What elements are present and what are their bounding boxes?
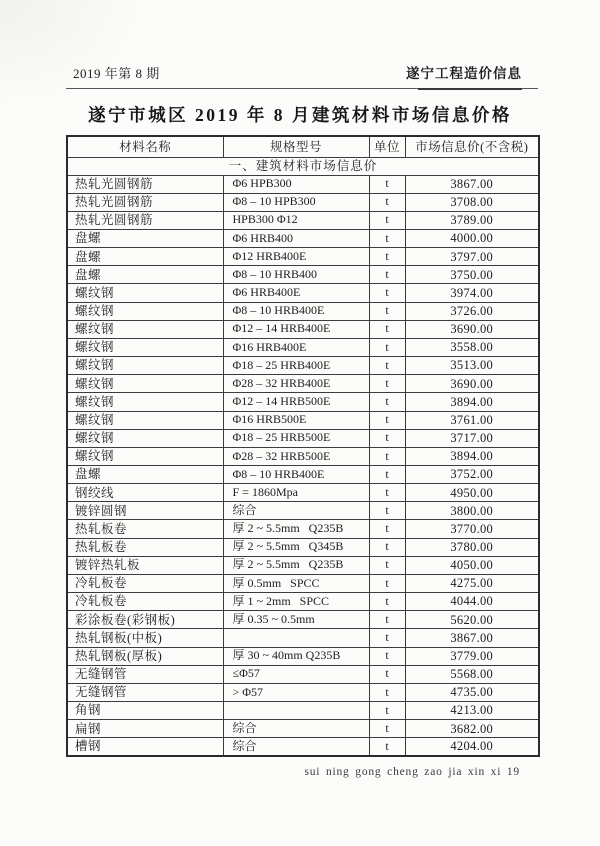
material-name-cell: 热轧光圆钢筋 xyxy=(67,175,223,193)
material-name-cell: 螺纹钢 xyxy=(67,411,223,429)
material-name-cell: 螺纹钢 xyxy=(67,284,223,302)
price-cell: 4950.00 xyxy=(405,484,539,502)
spec-cell: Φ8 – 10 HRB400 xyxy=(223,266,369,284)
spec-cell: Φ8 – 10 HPB300 xyxy=(223,193,369,211)
price-cell: 3780.00 xyxy=(405,538,539,556)
price-cell: 3974.00 xyxy=(405,284,539,302)
table-row xyxy=(67,266,539,284)
material-name-cell: 螺纹钢 xyxy=(67,429,223,447)
material-name-cell: 盘螺 xyxy=(67,466,223,484)
unit-cell: t xyxy=(369,738,405,756)
material-name-cell: 槽钢 xyxy=(67,738,223,756)
spec-cell: Φ18 – 25 HRB400E xyxy=(223,357,369,375)
unit-cell: t xyxy=(369,484,405,502)
unit-cell: t xyxy=(369,611,405,629)
section-header-row xyxy=(67,157,539,175)
price-cell: 3797.00 xyxy=(405,248,539,266)
spec-cell: Φ6 HRB400E xyxy=(223,284,369,302)
unit-cell: t xyxy=(369,429,405,447)
price-cell: 3513.00 xyxy=(405,357,539,375)
spec-cell: 综合 xyxy=(223,720,369,738)
unit-cell: t xyxy=(369,466,405,484)
table-row xyxy=(67,629,539,647)
price-cell: 3717.00 xyxy=(405,429,539,447)
table-row xyxy=(67,338,539,356)
unit-cell: t xyxy=(369,665,405,683)
spec-cell: Φ12 HRB400E xyxy=(223,248,369,266)
table-row xyxy=(67,375,539,393)
material-name-cell: 角钢 xyxy=(67,702,223,720)
price-cell: 5568.00 xyxy=(405,665,539,683)
section-header-label: 一、建筑材料市场信息价 xyxy=(67,157,539,175)
spec-cell: ≤Φ57 xyxy=(223,665,369,683)
material-name-cell: 热轧钢板(中板) xyxy=(67,629,223,647)
table-row xyxy=(67,520,539,538)
price-cell: 3690.00 xyxy=(405,375,539,393)
table-row xyxy=(67,447,539,465)
unit-cell: t xyxy=(369,193,405,211)
page-title: 遂宁市城区 2019 年 8 月建筑材料市场信息价格 xyxy=(88,105,512,125)
table-row xyxy=(67,193,539,211)
material-name-cell: 盘螺 xyxy=(67,229,223,247)
material-name-cell: 螺纹钢 xyxy=(67,393,223,411)
spec-cell: Φ8 – 10 HRB400E xyxy=(223,466,369,484)
material-name-cell: 热轧板卷 xyxy=(67,538,223,556)
unit-cell: t xyxy=(369,647,405,665)
price-cell: 3800.00 xyxy=(405,502,539,520)
table-row xyxy=(67,538,539,556)
table-row xyxy=(67,556,539,574)
unit-cell: t xyxy=(369,538,405,556)
price-cell: 3558.00 xyxy=(405,338,539,356)
spec-cell: 厚 2 ~ 5.5mm Q235B xyxy=(223,556,369,574)
header-rule-bold-segment xyxy=(418,88,522,91)
spec-cell: Φ6 HRB400 xyxy=(223,229,369,247)
price-cell: 3867.00 xyxy=(405,175,539,193)
spec-cell xyxy=(223,629,369,647)
material-name-cell: 无缝钢管 xyxy=(67,665,223,683)
material-name-cell: 螺纹钢 xyxy=(67,357,223,375)
spec-cell: Φ8 – 10 HRB400E xyxy=(223,302,369,320)
price-cell: 3708.00 xyxy=(405,193,539,211)
unit-cell: t xyxy=(369,284,405,302)
price-table xyxy=(66,135,540,757)
unit-cell: t xyxy=(369,720,405,738)
unit-cell: t xyxy=(369,556,405,574)
price-cell: 4050.00 xyxy=(405,556,539,574)
unit-cell: t xyxy=(369,375,405,393)
spec-cell: Φ16 HRB400E xyxy=(223,338,369,356)
material-name-cell: 螺纹钢 xyxy=(67,302,223,320)
spec-cell: Φ12 – 14 HRB400E xyxy=(223,320,369,338)
price-cell: 3690.00 xyxy=(405,320,539,338)
column-header-spec-model: 规格型号 xyxy=(223,136,369,157)
material-name-cell: 钢绞线 xyxy=(67,484,223,502)
table-row xyxy=(67,665,539,683)
spec-cell: HPB300 Φ12 xyxy=(223,211,369,229)
unit-cell: t xyxy=(369,502,405,520)
table-row xyxy=(67,574,539,592)
table-row xyxy=(67,320,539,338)
material-name-cell: 热轧光圆钢筋 xyxy=(67,211,223,229)
table-row xyxy=(67,720,539,738)
spec-cell: 厚 0.5mm SPCC xyxy=(223,574,369,592)
table-row xyxy=(67,175,539,193)
spec-cell xyxy=(223,702,369,720)
unit-cell: t xyxy=(369,338,405,356)
price-cell: 3894.00 xyxy=(405,447,539,465)
spec-cell: Φ12 – 14 HRB500E xyxy=(223,393,369,411)
spec-cell: 厚 2 ~ 5.5mm Q235B xyxy=(223,520,369,538)
material-name-cell: 螺纹钢 xyxy=(67,338,223,356)
table-row xyxy=(67,593,539,611)
spec-cell: 厚 1 ~ 2mm SPCC xyxy=(223,593,369,611)
table-row xyxy=(67,429,539,447)
table-row xyxy=(67,466,539,484)
page-footer: sui ning gong cheng zao jia xin xi 19 xyxy=(304,766,520,778)
material-name-cell: 盘螺 xyxy=(67,248,223,266)
unit-cell: t xyxy=(369,574,405,592)
unit-cell: t xyxy=(369,593,405,611)
material-name-cell: 热轧板卷 xyxy=(67,520,223,538)
column-header-unit: 单位 xyxy=(369,136,405,157)
spec-cell: > Φ57 xyxy=(223,683,369,701)
material-name-cell: 螺纹钢 xyxy=(67,320,223,338)
spec-cell: 厚 30 ~ 40mm Q235B xyxy=(223,647,369,665)
table-row xyxy=(67,502,539,520)
material-name-cell: 热轧光圆钢筋 xyxy=(67,193,223,211)
issue-label: 2019 年第 8 期 xyxy=(73,66,160,81)
material-name-cell: 盘螺 xyxy=(67,266,223,284)
material-name-cell: 无缝钢管 xyxy=(67,683,223,701)
spec-cell: Φ28 – 32 HRB400E xyxy=(223,375,369,393)
price-cell: 4275.00 xyxy=(405,574,539,592)
material-name-cell: 冷轧板卷 xyxy=(67,593,223,611)
spec-cell: Φ28 – 32 HRB500E xyxy=(223,447,369,465)
spec-cell: 厚 2 ~ 5.5mm Q345B xyxy=(223,538,369,556)
unit-cell: t xyxy=(369,248,405,266)
price-cell: 4213.00 xyxy=(405,702,539,720)
price-cell: 3789.00 xyxy=(405,211,539,229)
unit-cell: t xyxy=(369,175,405,193)
material-name-cell: 镀锌圆钢 xyxy=(67,502,223,520)
material-name-cell: 镀锌热轧板 xyxy=(67,556,223,574)
price-cell: 3894.00 xyxy=(405,393,539,411)
price-cell: 3761.00 xyxy=(405,411,539,429)
column-header-market-price: 市场信息价(不含税) xyxy=(405,136,539,157)
table-header-row xyxy=(67,136,539,157)
price-cell: 4735.00 xyxy=(405,683,539,701)
price-cell: 3752.00 xyxy=(405,466,539,484)
table-row xyxy=(67,411,539,429)
unit-cell: t xyxy=(369,447,405,465)
table-row xyxy=(67,284,539,302)
table-row xyxy=(67,302,539,320)
material-name-cell: 彩涂板卷(彩钢板) xyxy=(67,611,223,629)
material-name-cell: 螺纹钢 xyxy=(67,375,223,393)
spec-cell: 厚 0.35 ~ 0.5mm xyxy=(223,611,369,629)
table-row xyxy=(67,738,539,756)
material-name-cell: 热轧钢板(厚板) xyxy=(67,647,223,665)
price-cell: 4204.00 xyxy=(405,738,539,756)
running-head xyxy=(66,62,538,82)
unit-cell: t xyxy=(369,520,405,538)
table-row xyxy=(67,611,539,629)
price-cell: 5620.00 xyxy=(405,611,539,629)
table-row xyxy=(67,229,539,247)
price-cell: 3867.00 xyxy=(405,629,539,647)
unit-cell: t xyxy=(369,357,405,375)
unit-cell: t xyxy=(369,302,405,320)
table-row xyxy=(67,683,539,701)
unit-cell: t xyxy=(369,393,405,411)
table-row xyxy=(67,248,539,266)
spec-cell: Φ16 HRB500E xyxy=(223,411,369,429)
spec-cell: Φ18 – 25 HRB500E xyxy=(223,429,369,447)
table-body xyxy=(67,175,539,756)
table-row xyxy=(67,702,539,720)
price-cell: 3770.00 xyxy=(405,520,539,538)
price-cell: 3779.00 xyxy=(405,647,539,665)
unit-cell: t xyxy=(369,266,405,284)
unit-cell: t xyxy=(369,683,405,701)
material-name-cell: 冷轧板卷 xyxy=(67,574,223,592)
spec-cell: 综合 xyxy=(223,738,369,756)
column-header-material-name: 材料名称 xyxy=(67,136,223,157)
unit-cell: t xyxy=(369,411,405,429)
price-cell: 4044.00 xyxy=(405,593,539,611)
table-row xyxy=(67,647,539,665)
price-cell: 4000.00 xyxy=(405,229,539,247)
spec-cell: F = 1860Mpa xyxy=(223,484,369,502)
journal-title: 遂宁工程造价信息 xyxy=(406,66,522,81)
price-cell: 3682.00 xyxy=(405,720,539,738)
price-cell: 3750.00 xyxy=(405,266,539,284)
unit-cell: t xyxy=(369,702,405,720)
material-name-cell: 螺纹钢 xyxy=(67,447,223,465)
unit-cell: t xyxy=(369,229,405,247)
table-row xyxy=(67,484,539,502)
unit-cell: t xyxy=(369,629,405,647)
unit-cell: t xyxy=(369,211,405,229)
spec-cell: 综合 xyxy=(223,502,369,520)
unit-cell: t xyxy=(369,320,405,338)
table-row xyxy=(67,357,539,375)
table-row xyxy=(67,393,539,411)
material-name-cell: 扁钢 xyxy=(67,720,223,738)
price-cell: 3726.00 xyxy=(405,302,539,320)
table-row xyxy=(67,211,539,229)
spec-cell: Φ6 HPB300 xyxy=(223,175,369,193)
